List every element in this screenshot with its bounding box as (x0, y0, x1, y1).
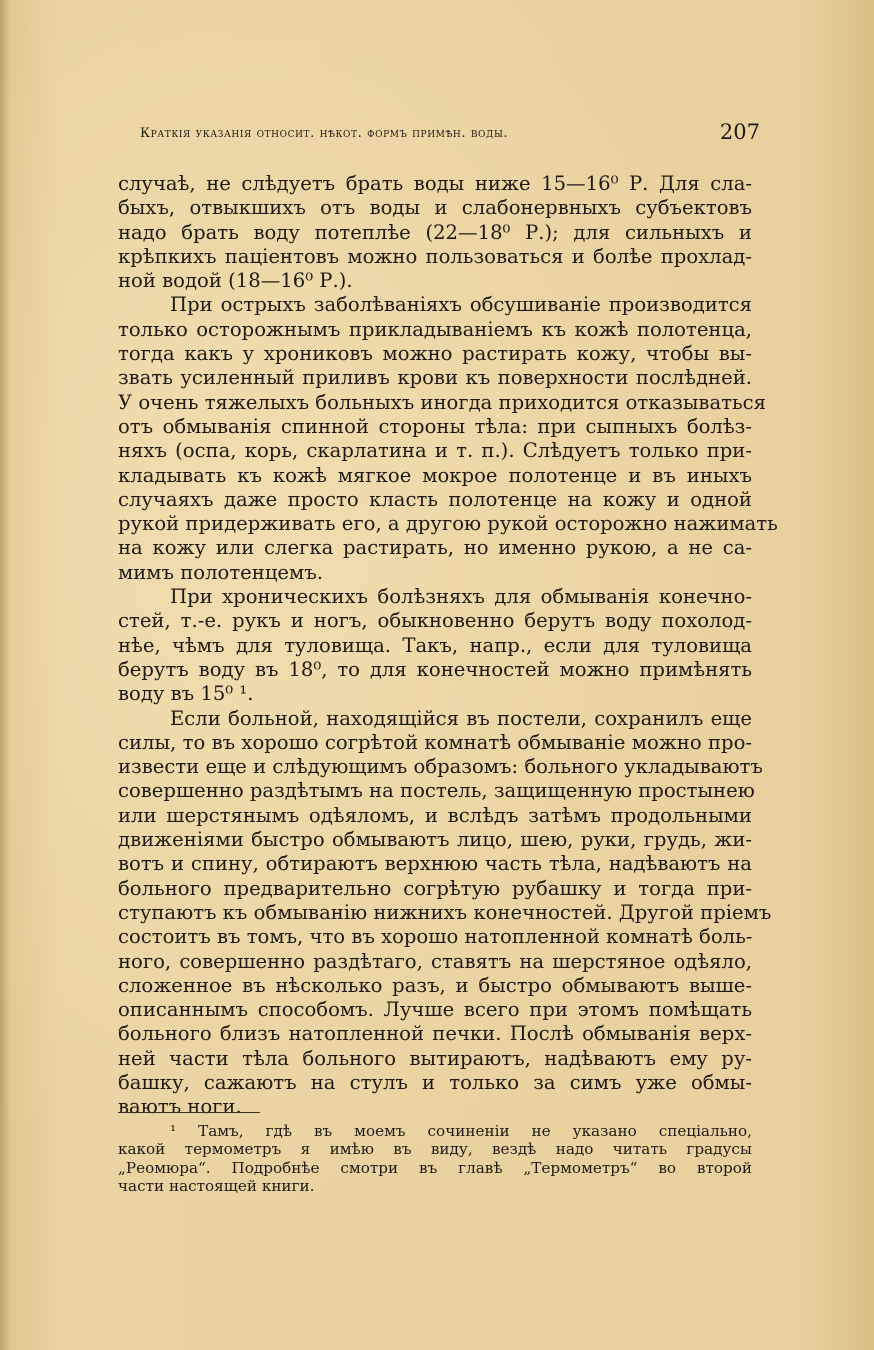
body-text (118, 172, 778, 1120)
footnote-line: какой термометръ я имѣю въ виду, вездѣ надо читать градусы (118, 1140, 752, 1159)
text-line: У очень тяжелыхъ больныхъ иногда приходится отказываться (118, 390, 766, 414)
text-line: ступаютъ къ обмыванію нижнихъ конечностей. Другой пріемъ (118, 900, 772, 924)
running-head: Краткія указанія относит. нѣкот. формъ примѣн. воды. (140, 126, 509, 141)
text-line: вотъ и спину, обтираютъ верхнюю часть тѣла, надѣваютъ на (118, 852, 752, 876)
text-line: отъ обмыванія спинной стороны тѣла: при сыпныхъ болѣз- (118, 414, 752, 438)
footnote (118, 1122, 752, 1195)
text-line: только осторожнымъ прикладываніемъ къ кожѣ полотенца, (118, 317, 752, 341)
text-line: ваютъ ноги. (118, 1095, 242, 1119)
text-line: тогда какъ у хрониковъ можно растирать кожу, чтобы вы- (118, 342, 752, 366)
text-line: Если больной, находящійся въ постели, сохранилъ еще (170, 706, 752, 730)
text-line: стей, т.-е. рукъ и ногъ, обыкновенно берутъ воду похолод- (118, 609, 752, 633)
text-line: извести еще и слѣдующимъ образомъ: больного укладываютъ (118, 755, 763, 779)
text-line: случаѣ, не слѣдуетъ брать воды ниже 15—16⁰ Р. Для сла- (118, 172, 752, 195)
footnote-line: „Реомюра“. Подробнѣе смотри въ главѣ „Термометръ“ во второй (118, 1158, 752, 1177)
text-line: движеніями быстро обмываютъ лицо, шею, руки, грудь, жи- (118, 828, 752, 852)
text-line: больного предварительно согрѣтую рубашку и тогда при- (118, 876, 752, 900)
text-line: башку, сажаютъ на стулъ и только за симъ уже обмы- (118, 1070, 752, 1094)
text-line: надо брать воду потеплѣе (22—18⁰ Р.); для сильныхъ и (118, 220, 752, 244)
text-line: силы, то въ хорошо согрѣтой комнатѣ обмываніе можно про- (118, 730, 752, 754)
text-line: При острыхъ заболѣваніяхъ обсушиваніе производится (170, 293, 752, 317)
text-line: крѣпкихъ пацiентовъ можно пользоваться и болѣе прохлад- (118, 244, 752, 268)
text-line: ней части тѣла больного вытираютъ, надѣваютъ ему ру- (118, 1046, 752, 1070)
footnote-line: части настоящей книги. (118, 1176, 315, 1195)
text-line: берутъ воду въ 18⁰, то для конечностей можно примѣнять (118, 657, 752, 681)
page-header (140, 120, 760, 150)
text-line: звать усиленный приливъ крови къ поверхности послѣдней. (118, 366, 752, 390)
text-line: или шерстянымъ одѣяломъ, и вслѣдъ затѣмъ продольными (118, 803, 752, 827)
text-line: нѣе, чѣмъ для туловища. Такъ, напр., если для туловища (118, 633, 752, 657)
text-line: больного близъ натопленной печки. Послѣ обмыванія верх- (118, 1022, 752, 1046)
page-gutter-shadow (0, 0, 10, 1350)
footnote-divider (118, 1112, 260, 1113)
text-line: быхъ, отвыкшихъ отъ воды и слабонервныхъ субъектовъ (118, 196, 752, 220)
text-line: кладывать къ кожѣ мягкое мокрое полотенце и въ иныхъ (118, 463, 752, 487)
text-line: описаннымъ способомъ. Лучше всего при этомъ помѣщать (118, 998, 752, 1022)
text-line: состоитъ въ томъ, что въ хорошо натопленной комнатѣ боль- (118, 925, 753, 949)
text-line: на кожу или слегка растирать, но именно рукою, а не са- (118, 536, 752, 560)
text-line: рукой придерживать его, а другою рукой осторожно нажимать (118, 512, 778, 536)
text-line: совершенно раздѣтымъ на постель, защищенную простынею (118, 779, 755, 803)
page-number: 207 (719, 120, 760, 144)
text-line: ного, совершенно раздѣтаго, ставятъ на шерстяное одѣяло, (118, 949, 752, 973)
text-line: случаяхъ даже просто класть полотенце на кожу и одной (118, 487, 752, 511)
text-line: ной водой (18—16⁰ Р.). (118, 269, 353, 293)
footnote-line: ¹ Тамъ, гдѣ въ моемъ сочиненіи не указано спеціально, (170, 1122, 752, 1140)
text-line: При хроническихъ болѣзняхъ для обмыванія конечно- (170, 585, 752, 609)
text-line: воду въ 15⁰ ¹. (118, 682, 254, 706)
text-line: мимъ полотенцемъ. (118, 560, 323, 584)
text-line: сложенное въ нѣсколько разъ, и быстро обмываютъ выше- (118, 973, 752, 997)
text-line: няхъ (оспа, корь, скарлатина и т. п.). Слѣдуетъ только при- (118, 439, 752, 463)
